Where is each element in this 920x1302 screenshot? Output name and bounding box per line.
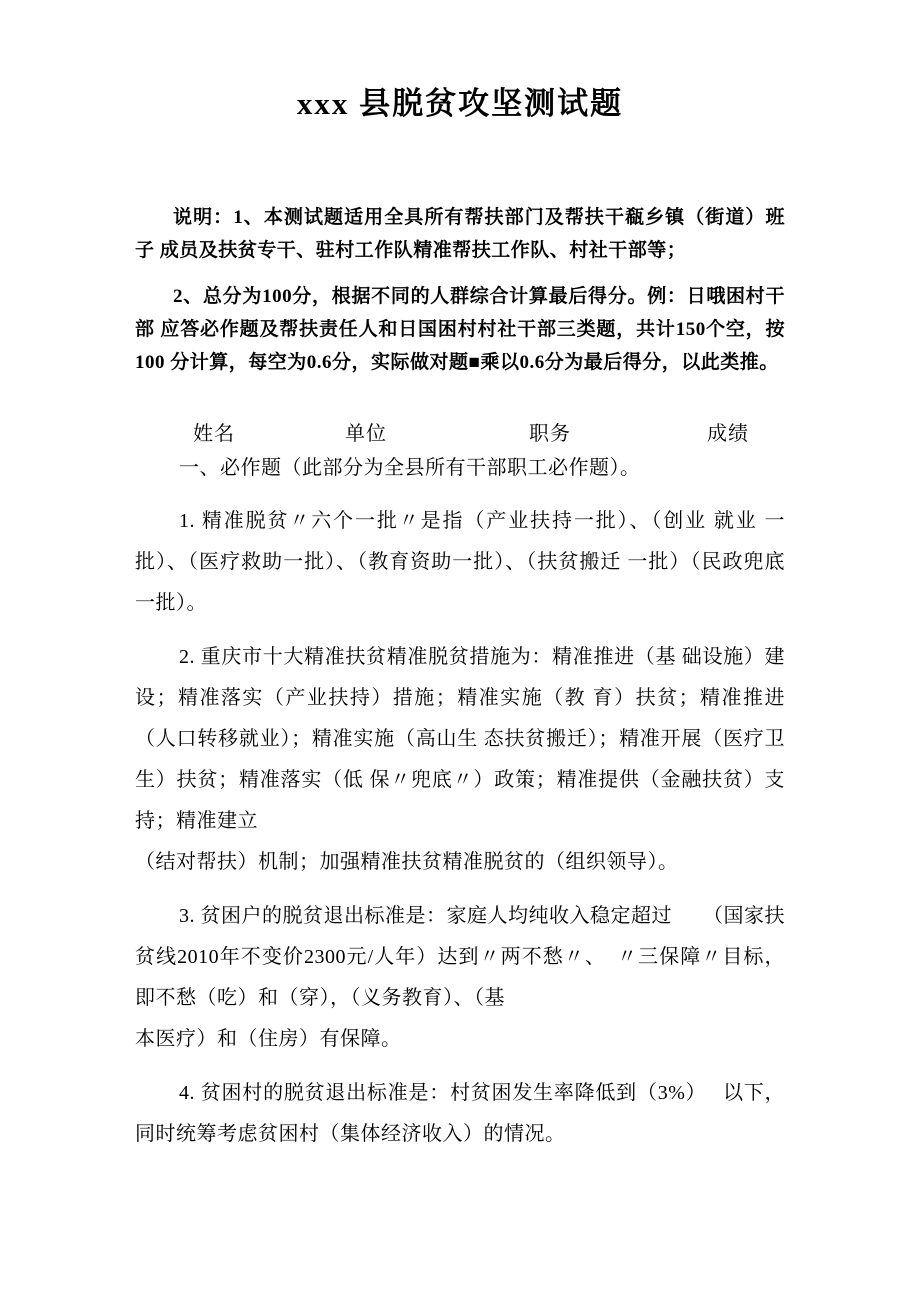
question-paragraph-2-continuation: （结对帮扶）机制；加强精准扶贫精准脱贫的（组织领导）。: [135, 851, 679, 873]
document-content: [0, 201, 920, 1155]
note-paragraph-1: 说明：1、本测试题适用全具所有帮扶部门及帮扶干瓻乡镇（街道）班子 成员及扶贫专干、驻村工作队精准帮扶工作队、村社干部等；: [135, 207, 785, 261]
note-paragraph-2: 2、总分为100分，根据不同的人群综合计算最后得分。例：日哦困村干部 应答必作题及帮扶责任人和日国困村村社干部三类题，共计150个空，按100 分计算，每空为0.6分，实际做对题■乘以0.6分为最后得分，以此类推。: [135, 286, 785, 373]
field-label-unit: 单位: [345, 423, 387, 445]
field-label-name: 姓名: [193, 423, 235, 445]
question-paragraph-3-continuation: 本医疗）和（住房）有保障。: [135, 1028, 402, 1050]
question-paragraph-4: 4. 贫困村的脱贫退出标准是：村贫困发生率降低到（3%） 以下，同时统筹考虑贫困村（集体经济收入）的情况。: [135, 1082, 785, 1145]
section-heading: 一、必作题（此部分为全县所有干部职工必作题）。: [179, 457, 641, 479]
fields-row: [135, 417, 785, 446]
question-paragraph-2: 2. 重庆市十大精准扶贫精准脱贫措施为：精准推进（基 础设施）建设；精准落实（产业扶持）措施；精准实施（教 育）扶贫；精准推进（人口转移就业）；精准实施（高山生 态扶贫搬迁）；精准开展（医疗卫生）扶贫；精准落实（低 保〃兜底〃）政策；精准提供（金融扶贫）支持；精准建立: [135, 646, 785, 832]
field-label-duty: 职务: [529, 423, 571, 445]
question-paragraph-3: 3. 贫困户的脱贫退出标准是：家庭人均纯收入稳定超过 （国家扶贫线2010年不变价2300元/人年）达到〃两不愁〃、 〃三保障〃目标，即不愁（吃）和（穿），（义务教育）、（基: [135, 905, 785, 1009]
field-label-score: 成绩: [707, 423, 749, 445]
document-title: xxx 县脱贫攻坚测试题: [296, 86, 624, 121]
question-paragraph-1: 1. 精准脱贫〃六个一批〃是指（产业扶持一批）、（创业 就业 一批）、（医疗救助一批）、（教育资助一批）、（扶贫搬迁 一批）（民政兜底一批）。: [135, 510, 785, 614]
